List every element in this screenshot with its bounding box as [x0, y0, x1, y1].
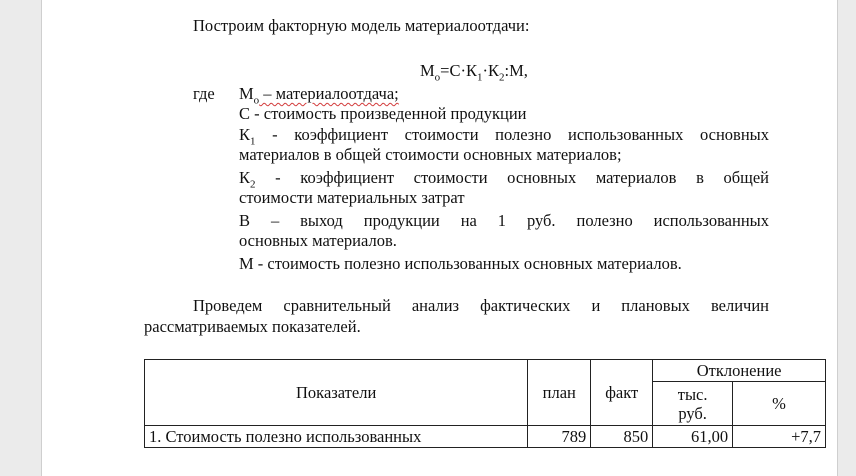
formula: $М_о=С\cdot К_1\cdot К_2:М$,: [420, 61, 528, 84]
heading-text: Построим факторную модель материалоотдачи:: [193, 16, 530, 35]
header-indicator: Показатели: [145, 360, 528, 426]
definition-k1-line2: материалов в общей стоимости основных материалов;: [239, 145, 622, 164]
where-label: где: [193, 84, 215, 103]
header-fact: факт: [591, 360, 653, 426]
header-deviation: Отклонение: [653, 360, 826, 382]
definition-mo: $М_о$ – материалоотдача;: [239, 84, 399, 107]
cell-fact: 850: [591, 426, 653, 448]
header-deviation-abs: тыс. руб.: [653, 382, 733, 426]
cell-dev-abs: 61,00: [653, 426, 733, 448]
cell-dev-pct: +7,7: [733, 426, 826, 448]
definition-c: С - стоимость произведенной продукции: [239, 104, 527, 123]
heading-line: [193, 16, 529, 36]
definition-m: М - стоимость полезно использованных основных материалов.: [239, 254, 682, 273]
header-deviation-pct: %: [733, 382, 826, 426]
left-gray-margin: [0, 0, 42, 476]
cell-plan: 789: [528, 426, 591, 448]
definition-k2: $К_2$ - коэффициент стоимости основных материалов в общей: [239, 168, 769, 191]
right-gray-margin: [837, 0, 856, 476]
header-plan: план: [528, 360, 591, 426]
paragraph-line-2: рассматриваемых показателей.: [144, 317, 361, 336]
indicators-table: [144, 359, 826, 448]
paragraph-line-1: Проведем сравнительный анализ фактических и плановых величин: [193, 296, 769, 315]
definition-k2-line2: стоимости материальных затрат: [239, 188, 465, 207]
definition-b-line2: основных материалов.: [239, 231, 397, 250]
definition-b: В – выход продукции на 1 руб. полезно использованных: [239, 211, 769, 230]
cell-indicator: 1. Стоимость полезно использованных: [145, 426, 528, 448]
table-row: [145, 426, 826, 448]
definition-k1: $К_1$ - коэффициент стоимости полезно использованных основных: [239, 125, 769, 148]
document-page: [43, 0, 837, 476]
